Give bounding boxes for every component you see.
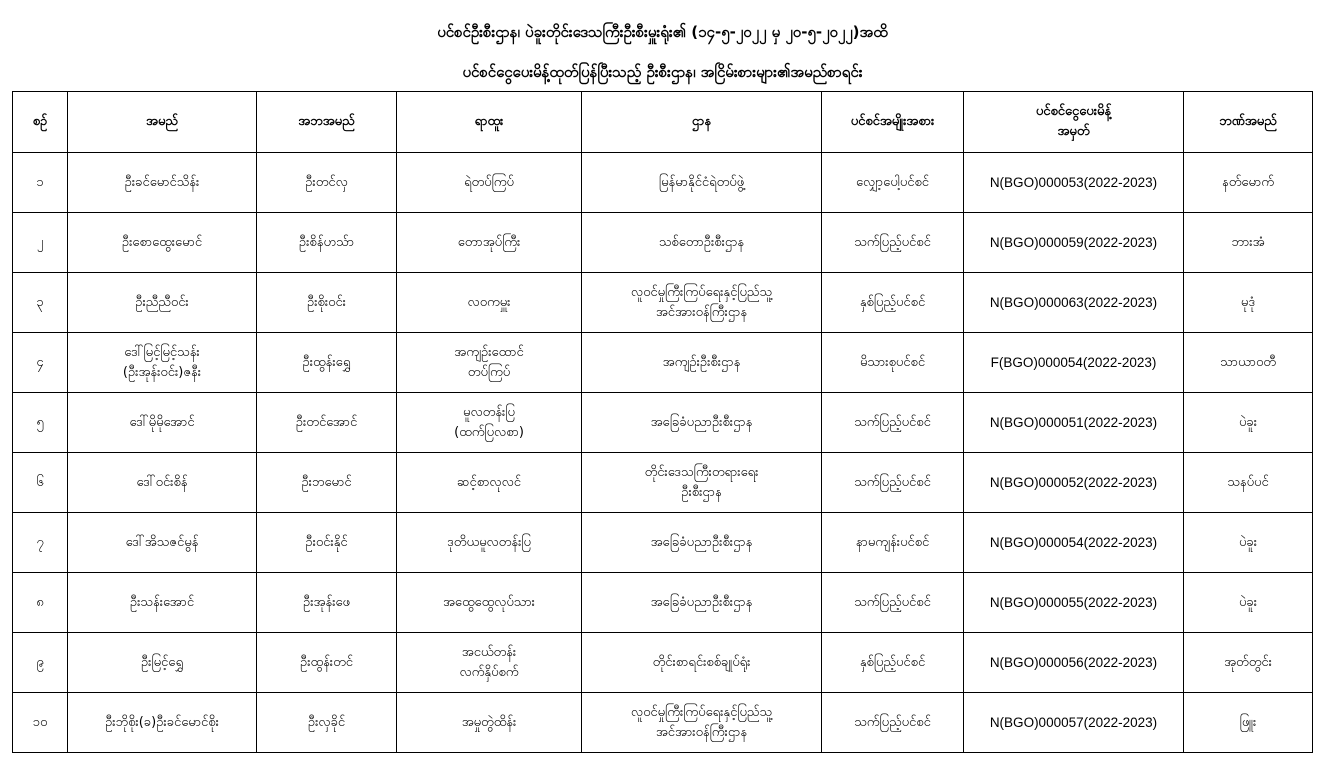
cell-department (582, 693, 822, 753)
cell-pension-number-text: F(BGO)000054(2022-2023) (990, 354, 1157, 370)
cell-father-name-text: ဦးဝင်းနိုင် (305, 534, 348, 550)
cell-name-text: ဦးဘိုစိုး(ခ)ဦးခင်မောင်စိုး (105, 714, 219, 730)
cell-father-name (257, 213, 397, 273)
cell-serial (13, 153, 68, 213)
cell-department-text: တိုင်းစာရင်းစစ်ချုပ်ရုံး (652, 654, 751, 670)
cell-pension-type-text: သက်ပြည့်ပင်စင် (854, 474, 931, 490)
cell-pension-number-text: N(BGO)000052(2022-2023) (989, 474, 1158, 490)
cell-name (68, 333, 257, 393)
cell-father-name (257, 273, 397, 333)
cell-position (397, 633, 582, 693)
cell-bank-text: နတ်မောက် (1222, 174, 1274, 190)
cell-department (582, 213, 822, 273)
cell-serial (13, 633, 68, 693)
cell-serial-text: ၂ (36, 234, 44, 250)
cell-name-text: ဦးစောထွေးမောင် (121, 234, 203, 250)
cell-pension-type-text: သက်ပြည့်ပင်စင် (854, 414, 931, 430)
cell-department (582, 273, 822, 333)
cell-bank (1184, 573, 1313, 633)
cell-name-text: ဦးသန်းအောင် (129, 594, 195, 610)
header-bank: ဘဏ်အမည် (1184, 92, 1313, 153)
cell-father-name-text: ဦးတင်လှ (305, 174, 348, 190)
cell-position-text: ရဲတပ်ကြပ် (464, 174, 514, 190)
header-name: အမည် (68, 92, 257, 153)
table-row (13, 633, 1313, 693)
cell-pension-type (822, 513, 964, 573)
header-pension-number: ပင်စင်ငွေပေးမိန့် အမှတ် (964, 92, 1184, 153)
cell-pension-type-text: သက်ပြည့်ပင်စင် (854, 714, 931, 730)
cell-pension-number-text: N(BGO)000063(2022-2023) (989, 294, 1158, 310)
cell-department (582, 573, 822, 633)
cell-department-text: အကျဉ်းဦးစီးဌာန (662, 354, 741, 370)
cell-pension-number (964, 333, 1184, 393)
cell-department-text: အခြေခံပညာဦးစီးဌာန (650, 414, 753, 430)
cell-position (397, 153, 582, 213)
cell-serial-text: ၃ (36, 294, 44, 310)
cell-serial-text: ၇ (36, 534, 44, 550)
table-header-row (13, 92, 1313, 153)
cell-pension-type (822, 633, 964, 693)
cell-serial-text: ၄ (36, 354, 44, 370)
cell-father-name (257, 513, 397, 573)
cell-department-text: လူဝင်မှုကြီးကြပ်ရေးနှင့်ပြည်သူ့ အင်အားဝန်ကြီးဌာန (630, 704, 773, 740)
cell-pension-type-text: သက်ပြည့်ပင်စင် (854, 234, 931, 250)
cell-department (582, 393, 822, 453)
cell-pension-type-text: မိသားစုပင်စင် (859, 354, 926, 370)
cell-pension-number (964, 393, 1184, 453)
cell-position-text: အထွေထွေလုပ်သား (442, 594, 535, 610)
table-row (13, 213, 1313, 273)
cell-name (68, 453, 257, 513)
cell-bank-text: ပဲခူး (1238, 534, 1258, 550)
cell-pension-number-text: N(BGO)000056(2022-2023) (989, 654, 1158, 670)
cell-serial (13, 693, 68, 753)
cell-name (68, 633, 257, 693)
header-department: ဌာန (582, 92, 822, 153)
cell-father-name (257, 153, 397, 213)
cell-position-text: ဆင့်စာလုလင် (456, 474, 522, 490)
cell-father-name (257, 393, 397, 453)
cell-department (582, 633, 822, 693)
cell-father-name (257, 693, 397, 753)
cell-pension-type-text: လျှော့ပေါ့ပင်စင် (855, 174, 930, 190)
cell-department-text: လူဝင်မှုကြီးကြပ်ရေးနှင့်ပြည်သူ့ အင်အားဝန်ကြီးဌာန (630, 284, 773, 320)
cell-department-text: တိုင်းဒေသကြီးတရားရေး ဦးစီးဌာန (644, 464, 759, 500)
cell-pension-number (964, 573, 1184, 633)
cell-department-text: မြန်မာနိုင်ငံရဲတပ်ဖွဲ့ (658, 174, 745, 190)
cell-pension-number-text: N(BGO)000057(2022-2023) (989, 714, 1158, 730)
cell-bank (1184, 393, 1313, 453)
cell-department-text: အခြေခံပညာဦးစီးဌာန (650, 534, 753, 550)
cell-pension-number-text: N(BGO)000054(2022-2023) (989, 534, 1158, 550)
cell-pension-type (822, 153, 964, 213)
cell-pension-number (964, 273, 1184, 333)
cell-name-text: ဦးညီညီဝင်း (135, 294, 189, 310)
header-father-name: အဘအမည် (257, 92, 397, 153)
cell-bank (1184, 453, 1313, 513)
cell-position (397, 693, 582, 753)
cell-position (397, 333, 582, 393)
cell-position (397, 393, 582, 453)
cell-serial (13, 213, 68, 273)
cell-pension-number (964, 213, 1184, 273)
cell-father-name-text: ဦးတင်အောင် (295, 414, 358, 430)
cell-name-text: ဦးခင်မောင်သိန်း (124, 174, 200, 190)
cell-bank-text: ဘားအံ (1231, 234, 1265, 250)
cell-bank (1184, 633, 1313, 693)
cell-pension-type (822, 213, 964, 273)
cell-name-text: ဒေါ်ဝင်းစိန် (136, 474, 188, 490)
cell-pension-number (964, 453, 1184, 513)
cell-position-text: လဝကမှူး (467, 294, 511, 310)
cell-pension-number (964, 153, 1184, 213)
cell-pension-type (822, 693, 964, 753)
table-row (13, 393, 1313, 453)
cell-bank-text: ဖြူး (1239, 714, 1257, 730)
table-row (13, 153, 1313, 213)
cell-position-text: အငယ်တန်း လက်နှိပ်စက် (459, 644, 519, 680)
cell-bank-text: ပဲခူး (1238, 414, 1258, 430)
table-row (13, 453, 1313, 513)
cell-name-text: ဦးမြင့်ရွှေ (140, 654, 184, 670)
cell-department-text: သစ်တောဦးစီးဌာန (658, 234, 745, 250)
cell-bank (1184, 153, 1313, 213)
cell-father-name (257, 573, 397, 633)
cell-bank-text: မုဒုံ (1240, 294, 1256, 310)
cell-name (68, 693, 257, 753)
table-body (13, 153, 1313, 753)
cell-pension-number (964, 633, 1184, 693)
cell-father-name-text: ဦးထွန်းရွှေ (302, 354, 351, 370)
cell-bank (1184, 693, 1313, 753)
cell-pension-number-text: N(BGO)000053(2022-2023) (989, 174, 1158, 190)
cell-serial (13, 453, 68, 513)
cell-father-name (257, 333, 397, 393)
cell-father-name-text: ဦးထွန်းတင် (300, 654, 353, 670)
cell-bank (1184, 513, 1313, 573)
cell-pension-number (964, 693, 1184, 753)
cell-department (582, 333, 822, 393)
cell-name (68, 153, 257, 213)
cell-position (397, 573, 582, 633)
cell-father-name (257, 453, 397, 513)
cell-father-name-text: ဦးလှခိုင် (307, 714, 346, 730)
cell-bank-text: အုတ်တွင်း (1224, 654, 1272, 670)
cell-pension-type (822, 453, 964, 513)
cell-pension-number-text: N(BGO)000051(2022-2023) (989, 414, 1158, 430)
cell-position-text: ဒုတိယမူလတန်းပြ (447, 534, 531, 550)
cell-department-text: အခြေခံပညာဦးစီးဌာန (650, 594, 753, 610)
cell-serial (13, 393, 68, 453)
document-subtitle: ပင်စင်ငွေပေးမိန့်ထုတ်ပြန်ပြီးသည့် ဦးစီးဌာန၊ အငြိမ်းစားများ၏အမည်စာရင်း (462, 63, 863, 81)
cell-father-name-text: ဦးစိန်ဟသ်ာ (298, 234, 355, 250)
cell-name-text: ဒေါ်မြင့်မြင့်သန်း (ဦးအုန်းဝင်း)ဇနီး (122, 344, 202, 380)
cell-serial (13, 273, 68, 333)
cell-position-text: တောအုပ်ကြီး (457, 234, 521, 250)
header-serial: စဉ် (13, 92, 68, 153)
cell-bank-text: သနပ်ပင် (1227, 474, 1269, 490)
cell-name (68, 513, 257, 573)
cell-serial (13, 573, 68, 633)
cell-pension-type (822, 573, 964, 633)
cell-serial-text: ၁ (36, 174, 44, 190)
cell-bank-text: ပဲခူး (1238, 594, 1258, 610)
cell-department (582, 453, 822, 513)
cell-serial (13, 333, 68, 393)
pensioner-table (12, 91, 1313, 753)
cell-pension-type (822, 333, 964, 393)
cell-department (582, 513, 822, 573)
table-row (13, 573, 1313, 633)
header-position: ရာထူး (397, 92, 582, 153)
cell-position-text: အကျဉ်းထောင် တပ်ကြပ် (454, 344, 524, 380)
cell-name (68, 213, 257, 273)
cell-serial-text: ၅ (36, 414, 44, 430)
cell-bank (1184, 213, 1313, 273)
cell-pension-type-text: နှစ်ပြည့်ပင်စင် (859, 654, 926, 670)
cell-position-text: မူလတန်းပြ (ထက်ပြလစာ) (454, 404, 524, 440)
cell-bank (1184, 273, 1313, 333)
table-row (13, 273, 1313, 333)
document-title: ပင်စင်ဦးစီးဌာန၊ ပဲခူးတိုင်းဒေသကြီးဦးစီးမှူးရုံး၏ (၁၄-၅-၂၀၂၂ မှ ၂၀-၅-၂၀၂၂)အထိ (437, 23, 888, 41)
cell-position (397, 273, 582, 333)
cell-bank-text: သာယာဝတီ (1220, 354, 1276, 370)
header-pension-type: ပင်စင်အမျိုးအစား (822, 92, 964, 153)
cell-pension-number (964, 513, 1184, 573)
cell-position (397, 453, 582, 513)
table-row (13, 333, 1313, 393)
cell-pension-type-text: နှစ်ပြည့်ပင်စင် (859, 294, 926, 310)
cell-department (582, 153, 822, 213)
table-row (13, 693, 1313, 753)
cell-serial (13, 513, 68, 573)
cell-serial-text: ၉ (36, 654, 44, 670)
table-row (13, 513, 1313, 573)
cell-father-name-text: ဦးဘမောင် (301, 474, 352, 490)
cell-pension-number-text: N(BGO)000055(2022-2023) (989, 594, 1158, 610)
cell-name (68, 573, 257, 633)
cell-pension-type (822, 393, 964, 453)
cell-pension-type-text: သက်ပြည့်ပင်စင် (854, 594, 931, 610)
cell-pension-type-text: နာမကျန်းပင်စင် (855, 534, 930, 550)
cell-bank (1184, 333, 1313, 393)
cell-father-name-text: ဦးစိုးဝင်း (307, 294, 346, 310)
cell-name (68, 273, 257, 333)
cell-name-text: ဒေါ်အိသဇင်မွန် (125, 534, 199, 550)
cell-name (68, 393, 257, 453)
cell-serial-text: ၁၀ (32, 714, 48, 730)
cell-serial-text: ၈ (36, 594, 44, 610)
cell-pension-number-text: N(BGO)000059(2022-2023) (989, 234, 1158, 250)
cell-serial-text: ၆ (36, 474, 44, 490)
cell-position (397, 513, 582, 573)
cell-position-text: အမှုတွဲထိန်း (461, 714, 517, 730)
cell-name-text: ဒေါ်မိုမိုအောင် (129, 414, 195, 430)
cell-position (397, 213, 582, 273)
cell-father-name-text: ဦးအုန်းဖေ (303, 594, 350, 610)
cell-pension-type (822, 273, 964, 333)
cell-father-name (257, 633, 397, 693)
